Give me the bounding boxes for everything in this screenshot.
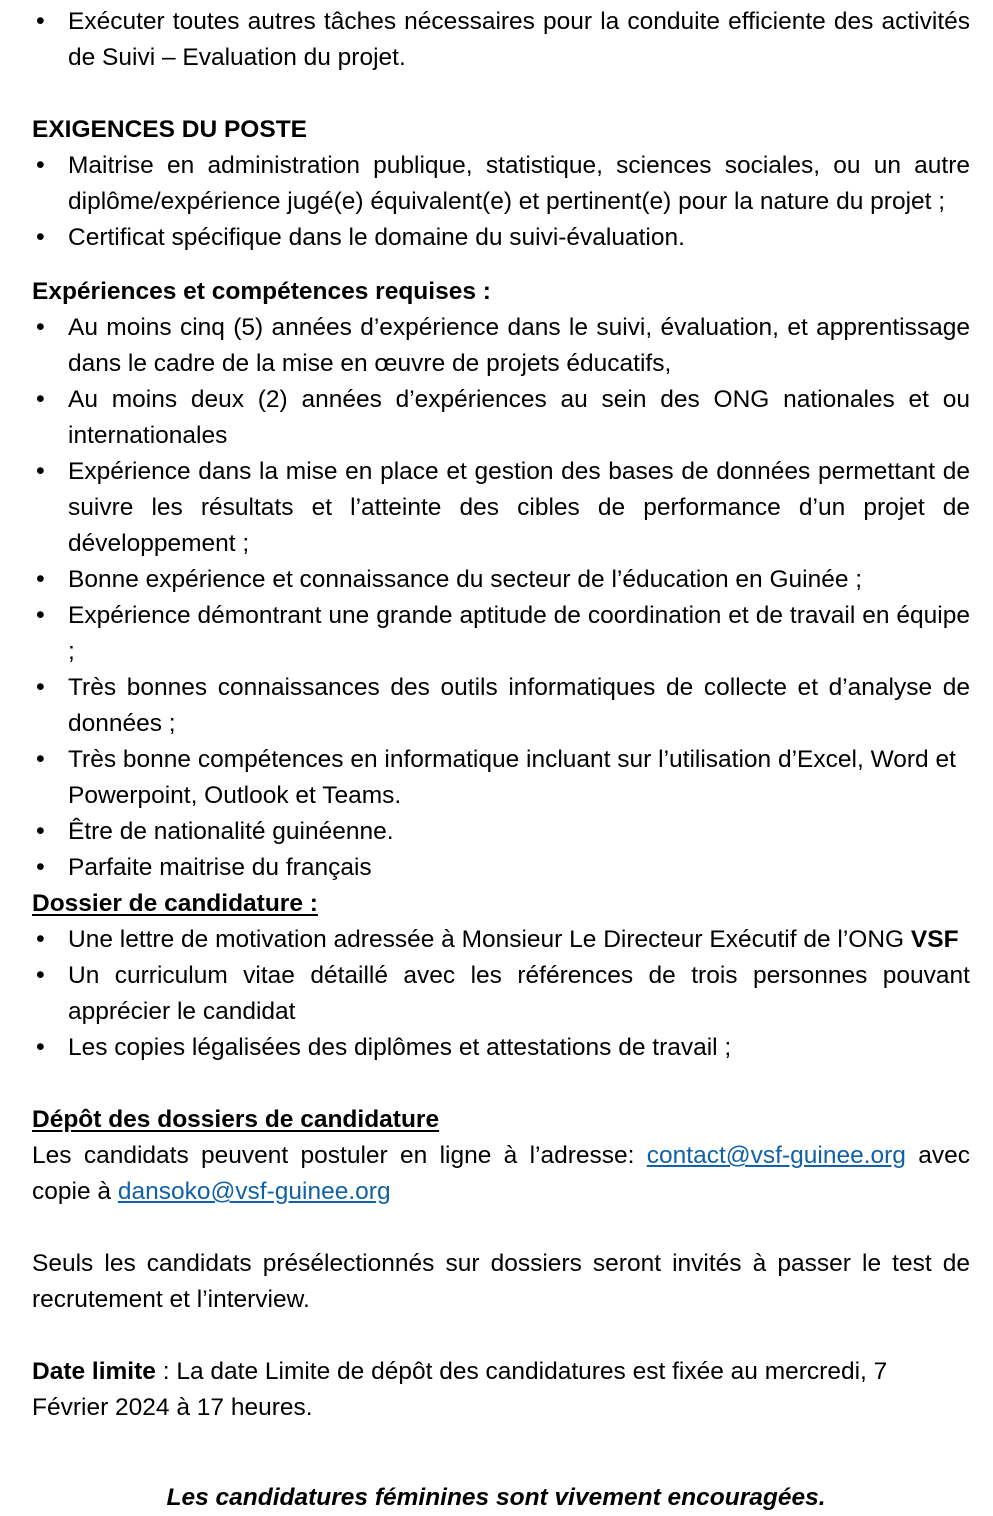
spacer xyxy=(32,1066,970,1102)
list-item: • Exécuter toutes autres tâches nécessaires pour la conduite efficiente des activités de Suivi – Evaluation du projet. xyxy=(32,4,970,76)
list-item: • Très bonnes connaissances des outils informatiques de collecte et d’analyse de données ; xyxy=(32,670,970,742)
list-item: • Certificat spécifique dans le domaine du suivi-évaluation. xyxy=(32,220,970,256)
deadline-text: : La date Limite de dépôt des candidatures est fixée au mercredi, 7 Février 2024 à 17 heures. xyxy=(32,1358,888,1421)
section-heading-requirements: EXIGENCES DU POSTE xyxy=(32,116,308,143)
dossier-item-text: Une lettre de motivation adressée à Monsieur Le Directeur Exécutif de l’ONG xyxy=(68,926,911,953)
list-item: • Expérience démontrant une grande aptitude de coordination et de travail en équipe ; xyxy=(32,598,970,670)
requirements-bullet-list xyxy=(32,148,970,256)
depot-line-middle: avec copie à xyxy=(32,1142,970,1205)
experience-bullet-list xyxy=(32,310,970,886)
depot-line-prefix: Les candidats peuvent postuler en ligne à l’adresse: xyxy=(32,1142,647,1169)
deadline-label: Date limite xyxy=(32,1358,156,1385)
section-heading-dossier-label: Dossier de candidature : xyxy=(32,890,318,917)
spacer xyxy=(32,1462,970,1480)
list-item xyxy=(32,922,970,958)
list-item: • Au moins deux (2) années d’expériences au sein des ONG nationales et ou internationales xyxy=(32,382,970,454)
organization-acronym: VSF xyxy=(910,926,959,953)
email-link-secondary[interactable]: dansoko@vsf-guinee.org xyxy=(117,1178,391,1205)
preselection-paragraph: Seuls les candidats présélectionnés sur dossiers seront invités à passer le test de recrutement et l’interview. xyxy=(32,1250,970,1313)
spacer xyxy=(32,256,970,274)
footer-encouragement-note: Les candidatures féminines sont vivement encouragées. xyxy=(166,1484,826,1511)
spacer xyxy=(32,1318,970,1354)
list-item: • Maitrise en administration publique, statistique, sciences sociales, ou un autre diplôme/expérience jugé(e) équivalent(e) et pertinent(e) pour la nature du projet ; xyxy=(32,148,970,220)
spacer xyxy=(32,1426,970,1462)
deadline-paragraph xyxy=(32,1354,970,1426)
list-item: • Très bonne compétences en informatique incluant sur l’utilisation d’Excel, Word et Powerpoint, Outlook et Teams. xyxy=(32,742,970,814)
list-item: • Un curriculum vitae détaillé avec les références de trois personnes pouvant apprécier le candidat xyxy=(32,958,970,1030)
section-heading-dossier xyxy=(32,886,970,922)
list-item: • Expérience dans la mise en place et gestion des bases de données permettant de suivre les résultats et l’atteinte des cibles de performance d’un projet de développement ; xyxy=(32,454,970,562)
intro-bullet-list xyxy=(32,4,970,76)
section-heading-experience: Expériences et compétences requises : xyxy=(32,278,491,305)
dossier-bullet-list xyxy=(32,922,970,1066)
section-heading-depot-label: Dépôt des dossiers de candidature xyxy=(32,1106,440,1133)
spacer xyxy=(32,76,970,112)
depot-instructions-paragraph xyxy=(32,1138,970,1210)
list-item: • Parfaite maitrise du français xyxy=(32,850,970,886)
spacer xyxy=(32,1210,970,1246)
list-item: • Être de nationalité guinéenne. xyxy=(32,814,970,850)
list-item: • Au moins cinq (5) années d’expérience dans le suivi, évaluation, et apprentissage dans le cadre de la mise en œuvre de projets éducatifs, xyxy=(32,310,970,382)
section-heading-depot xyxy=(32,1102,970,1138)
list-item: • Bonne expérience et connaissance du secteur de l’éducation en Guinée ; xyxy=(32,562,970,598)
list-item: • Les copies légalisées des diplômes et attestations de travail ; xyxy=(32,1030,970,1066)
email-link-primary[interactable]: contact@vsf-guinee.org xyxy=(646,1142,906,1169)
